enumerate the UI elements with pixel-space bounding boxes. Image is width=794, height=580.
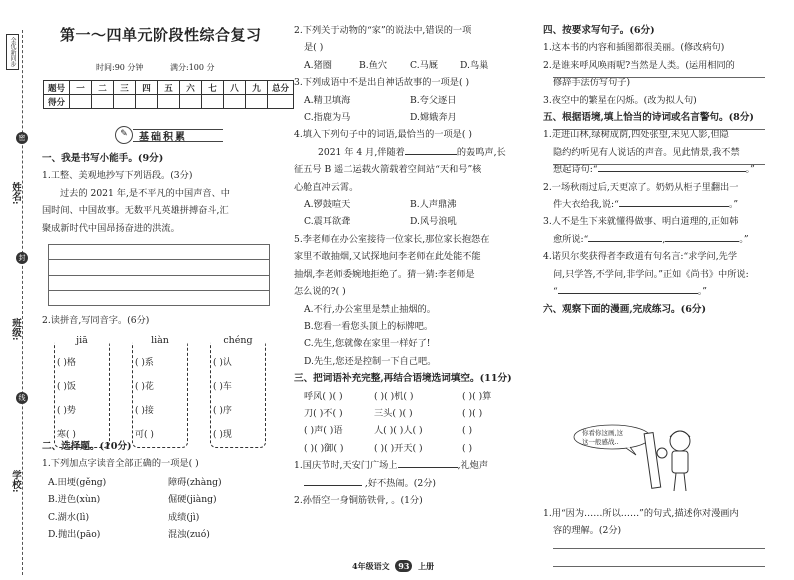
school-label: 学校: (10, 470, 21, 493)
fill-in-item[interactable]: ( )认 (213, 358, 232, 368)
text: 愈所说:“ (553, 233, 589, 245)
text: 。” (697, 286, 707, 298)
fill-in-item[interactable]: ( )现 (213, 430, 232, 440)
answer-blank[interactable] (588, 232, 662, 242)
text: , (662, 233, 666, 245)
option[interactable]: 倔硬(jiàng) (168, 494, 217, 506)
score-header: 九 (246, 81, 268, 95)
question: 1.下列加点字读音全部正确的一项是( ) (42, 458, 199, 470)
question: 1.用“因为……所以……”的句式,描述你对漫画内 (543, 508, 739, 519)
fill-in-item[interactable]: ( )系 (135, 358, 154, 368)
pinyin-box (54, 335, 110, 448)
question: 3.夜空中的繁星在闪烁。(改为拟人句) (543, 94, 697, 106)
option[interactable]: 成绩(jì) (168, 511, 200, 523)
idiom-blank[interactable]: ( )( )机( ) (374, 390, 414, 402)
grade-label: 4年级语文 (352, 561, 390, 571)
section-heading: 三、把词语补充完整,再结合语境选词填空。(11分) (294, 373, 512, 385)
option[interactable]: A.锣鼓喧天 (304, 199, 351, 211)
text: 问,只学答,不学问,非学问。”正如《尚书》中所说: (553, 268, 749, 280)
text: 1.走进山林,绿树成荫,四处张望,未见人影,但隐 (543, 129, 729, 141)
answer-blank[interactable] (558, 284, 628, 294)
cut-line (22, 30, 23, 575)
fill-in-item[interactable]: ( )车 (213, 382, 232, 392)
question: 是( ) (304, 42, 324, 54)
option[interactable]: C.震耳欲聋 (304, 216, 351, 228)
option[interactable]: 障碍(zhàng) (168, 477, 222, 488)
seal-mark: 密 (16, 132, 28, 144)
fill-in-item[interactable]: ( )势 (57, 406, 76, 416)
idiom-blank[interactable]: 三头( )( ) (374, 407, 413, 419)
answer-blank[interactable] (628, 284, 698, 294)
answer-line[interactable] (553, 77, 765, 78)
text: 4.诺贝尔奖获得者李政道有句名言:“求学问,先学 (543, 251, 738, 263)
answer-line[interactable] (553, 566, 765, 567)
passage-line: 过去的 2021 年,是不平凡的中国声音、中 (60, 187, 230, 199)
answer-line[interactable] (553, 164, 765, 165)
passage-line: 国时间、中国故事。无数平凡英雄拼搏奋斗,汇 (42, 205, 229, 217)
option[interactable]: A.不行,办公室里是禁止抽烟的。 (304, 303, 436, 315)
section-heading: 一、我是书写小能手。(9分) (42, 153, 164, 164)
text: 件大衣给我,说:“ (553, 199, 619, 211)
idiom-blank[interactable]: ( ) (462, 425, 473, 437)
score-header: 题号 (44, 81, 70, 95)
fill-in-item[interactable]: ( )接 (135, 406, 154, 416)
idiom-blank[interactable]: ( )( )御( ) (304, 442, 344, 454)
section-heading: 五、根据语境,填上恰当的诗词或名言警句。(8分) (543, 112, 754, 124)
option[interactable]: C.指鹿为马 (304, 112, 351, 124)
idiom-blank[interactable]: ( )( ) (462, 407, 483, 419)
option[interactable]: B.迸色(xùn) (48, 494, 101, 506)
page-footer (352, 560, 434, 572)
answer-blank[interactable] (405, 145, 457, 155)
fill-in-item[interactable]: 可( ) (135, 430, 154, 440)
page-title: 第一～四单元阶段性综合复习 (60, 26, 262, 44)
page-number: 93 (395, 560, 412, 572)
section-heading: 六、观察下面的漫画,完成练习。(6分) (543, 303, 706, 315)
option[interactable]: D.先生,您还是控制一下自己吧。 (304, 355, 437, 367)
score-cell[interactable] (92, 95, 114, 109)
text: 。” (728, 199, 739, 211)
fill-in-item[interactable]: ( )饭 (57, 382, 76, 392)
idiom-blank[interactable]: ( ) (462, 442, 473, 454)
book-icon: ✎ (115, 126, 133, 144)
text: “ (553, 286, 558, 298)
answer-line[interactable] (553, 548, 765, 549)
question: 1.工整、美观地抄写下列语段。(3分) (42, 170, 193, 182)
score-header: 总分 (268, 81, 294, 95)
text: 1.国庆节时,天安门广场上 (294, 460, 398, 472)
section-heading: 二、选择题。(10分) (42, 441, 132, 452)
question: 2.是谁来呼风唤雨呢?当然是人类。(运用相同的 (543, 59, 735, 71)
option[interactable]: C.湖水(lì) (48, 511, 90, 523)
text: 征五号 B 遥二运载火箭载着空间站“天和号”核 (294, 164, 482, 176)
answer-blank[interactable] (665, 232, 739, 242)
question: 2.孙悟空一身铜筋铁骨, 。(1分) (294, 494, 423, 506)
score-cell[interactable]: 得分 (44, 95, 70, 109)
column-1 (42, 150, 230, 237)
idiom-blank[interactable]: ( )声( )语 (304, 425, 343, 437)
text: 。” (745, 164, 755, 176)
binding-strip (0, 0, 32, 580)
score-header: 五 (158, 81, 180, 95)
score-header: 二 (92, 81, 114, 95)
score-cell[interactable] (158, 95, 180, 109)
score-table (43, 80, 294, 109)
answer-line[interactable] (553, 129, 765, 130)
score-cell[interactable] (136, 95, 158, 109)
fill-in-item[interactable]: ( )花 (135, 382, 154, 392)
pinyin-label: chéng (211, 335, 265, 346)
answer-blank[interactable] (619, 197, 729, 207)
score-header: 三 (114, 81, 136, 95)
score-cell[interactable] (224, 95, 246, 109)
idiom-blank[interactable]: 呼风( )( ) (304, 390, 343, 402)
pinyin-label: liàn (133, 335, 187, 346)
fill-in-item[interactable]: ( )格 (57, 358, 76, 368)
option[interactable]: B.鱼穴 (359, 59, 388, 71)
text: 的轰鸣声,长 (456, 146, 506, 158)
question: 1.这本书的内容和插图都很美丽。(修改病句) (543, 42, 725, 54)
idiom-blank[interactable]: ( )( )算 (462, 390, 492, 402)
section-heading: 四、按要求写句子。(6分) (543, 25, 655, 36)
fill-in-item[interactable]: 寒( ) (57, 430, 76, 440)
text: ,好不热闹。(2分) (362, 477, 436, 489)
score-header: 八 (224, 81, 246, 95)
name-label: 姓名: (10, 182, 21, 205)
volume-label: 上册 (418, 561, 435, 571)
question: 5.李老师在办公室接待一位家长,那位家长抱怨在 (294, 233, 490, 245)
option[interactable]: A.田埂(gěng) (48, 477, 107, 488)
seal-mark: 线 (16, 392, 28, 404)
option[interactable]: D.嫦娥奔月 (410, 112, 457, 124)
option[interactable]: A.猪圈 (304, 59, 332, 71)
score-header: 六 (180, 81, 202, 95)
option[interactable]: B.您看一看您头顶上的标牌吧。 (304, 320, 434, 332)
bubble-text: 你看你这画,这 (582, 429, 624, 437)
question: 2.下列关于动物的“家”的说法中,错误的一项 (294, 25, 472, 36)
text: 2021 年 4 月,伴随着 (318, 146, 405, 158)
text: 3.人不是生下来就懂得做事、明白道理的,正如韩 (543, 216, 739, 228)
full-score: 满分:100 分 (170, 63, 215, 72)
option[interactable]: C.先生,您就像在家里一样好了! (304, 338, 431, 350)
text: 隐约约听见有人说话的声音。见此情景,我不禁 (553, 146, 740, 158)
text: 2.一场秋雨过后,天更凉了。奶奶从柜子里翻出一 (543, 181, 739, 193)
class-label: 班级: (10, 318, 21, 341)
option[interactable]: B.夸父逐日 (410, 94, 457, 106)
question: 修辞手法仿写句子) (553, 77, 631, 89)
brand-logo: 全优新同步 (6, 34, 19, 70)
pinyin-box (210, 335, 266, 448)
text: ,礼炮声 (457, 460, 489, 472)
seal-mark: 封 (16, 252, 28, 264)
option[interactable]: D.抛出(pāo) (48, 529, 101, 541)
section-banner: ✎ 基础积累 (115, 126, 225, 144)
bubble-text: 这一般感战.. (582, 438, 619, 446)
option[interactable]: D.风号浪吼 (410, 216, 457, 228)
question-block (543, 505, 739, 540)
answer-blank[interactable] (398, 458, 458, 468)
options-grid (48, 474, 288, 544)
idiom-blank[interactable]: 刀( )不( ) (304, 407, 343, 419)
column-2 (294, 22, 526, 509)
score-header: 四 (136, 81, 158, 95)
exam-time: 时间:90 分钟 (96, 63, 144, 72)
question: 容的理解。(2分) (553, 525, 622, 537)
score-cell[interactable] (180, 95, 202, 109)
idiom-blank[interactable]: ( )( )开天( ) (374, 442, 423, 454)
option[interactable]: B.人声鼎沸 (410, 199, 457, 211)
speech-bubble (582, 429, 623, 447)
question: 怎么说的?( ) (294, 286, 346, 298)
score-header: 一 (70, 81, 92, 95)
option[interactable]: C.马厩 (410, 59, 438, 71)
pinyin-label: jiā (55, 335, 109, 346)
column-3 (543, 22, 783, 318)
passage-line: 聚成新时代中国昂扬奋进的洪流。 (42, 222, 180, 234)
question: 4.填入下列句子中的词语,最恰当的一项是( ) (294, 129, 472, 141)
pinyin-box (132, 335, 188, 448)
text: 想起诗句:“ (553, 164, 598, 176)
score-cell[interactable] (114, 95, 136, 109)
option[interactable]: A.精卫填海 (304, 94, 351, 106)
score-cell[interactable] (246, 95, 268, 109)
text: 心舱直冲云霄。 (294, 181, 359, 193)
score-cell[interactable] (268, 95, 294, 109)
score-header: 七 (202, 81, 224, 95)
question: 2.读拼音,写同音字。(6分) (42, 315, 150, 326)
question: 家里不敢抽烟,又试探地问李老师在此处能不能 (294, 251, 481, 263)
score-cell[interactable] (202, 95, 224, 109)
option[interactable]: D.鸟巢 (460, 59, 489, 71)
idiom-blank[interactable]: 人( )( )人( ) (374, 425, 423, 437)
text: 。” (739, 233, 749, 245)
fill-in-item[interactable]: ( )序 (213, 406, 232, 416)
answer-blank[interactable] (304, 476, 362, 486)
column-1b (42, 438, 199, 473)
option[interactable]: 混浊(zuó) (168, 529, 210, 541)
question: 抽烟,李老师委婉地拒绝了。猜一猜:李老师是 (294, 268, 475, 280)
question: 3.下列成语中不是出自神话故事的一项是( ) (294, 77, 470, 89)
score-cell[interactable] (70, 95, 92, 109)
